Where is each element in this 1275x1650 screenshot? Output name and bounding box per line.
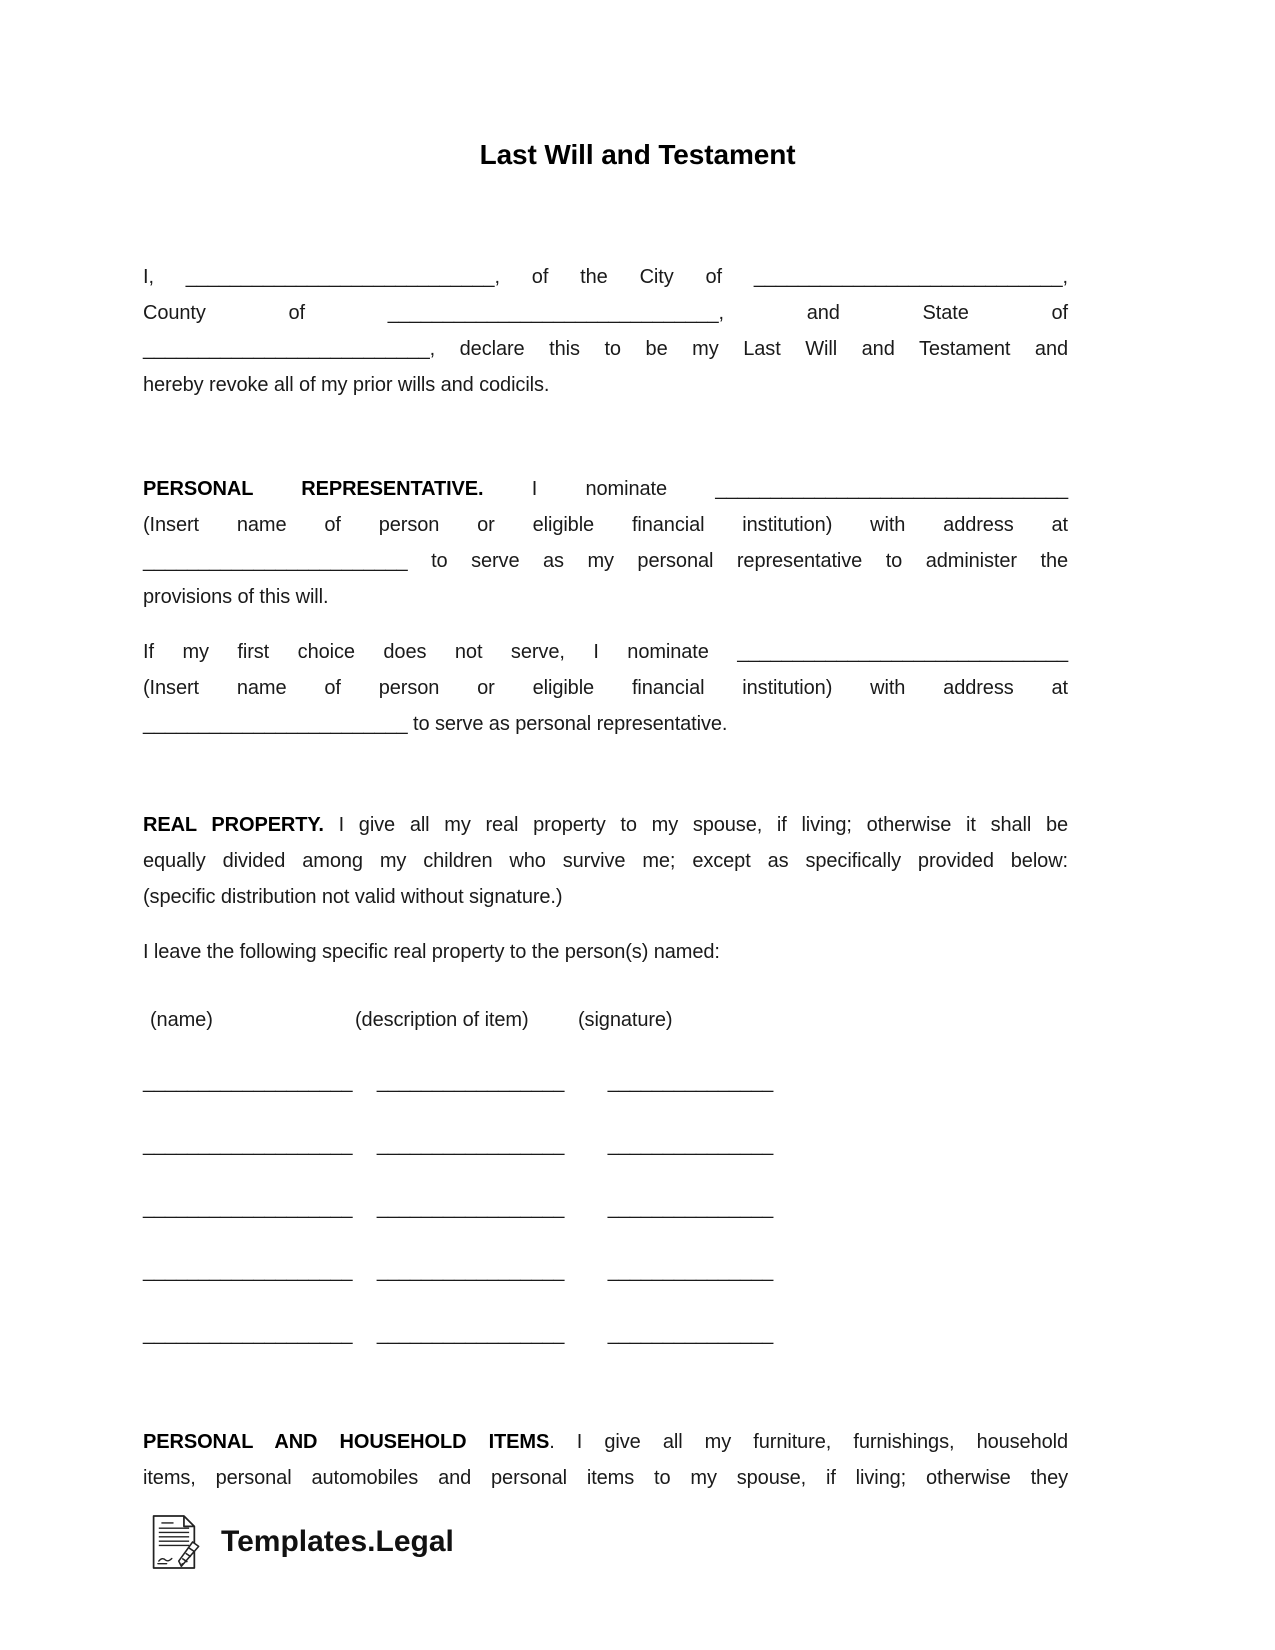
description-blank: _________________	[376, 1134, 565, 1156]
text-line: I, ____________________________, of the City of ____________________________,	[143, 266, 1068, 288]
table-row	[143, 1064, 1068, 1100]
section-heading: PERSONAL REPRESENTATIVE.	[143, 478, 484, 500]
text-line: provisions of this will.	[143, 586, 329, 608]
signature-blank: _______________	[607, 1134, 774, 1156]
brand-name: Templates.Legal	[221, 1525, 454, 1558]
personal-representative-paragraph	[143, 471, 1068, 615]
text-segment: I nominate ________________________________	[483, 478, 1068, 500]
section-heading: PERSONAL AND HOUSEHOLD ITEMS	[143, 1431, 550, 1453]
document-pencil-icon	[151, 1513, 203, 1571]
text-line: County of ______________________________, and State of	[143, 302, 1068, 324]
text-line	[143, 807, 1068, 843]
footer-brand	[143, 1513, 1068, 1571]
table-row	[143, 1127, 1068, 1163]
signature-blank: _______________	[607, 1323, 774, 1345]
text-segment: I give all my real property to my spouse, if living; otherwise it shall be	[323, 814, 1068, 836]
description-blank: _________________	[376, 1071, 565, 1093]
text-line: If my first choice does not serve, I nominate ______________________________	[143, 641, 1068, 663]
opening-paragraph	[143, 259, 1068, 403]
text-line: ________________________ to serve as personal representative.	[143, 713, 728, 735]
signature-blank: _______________	[607, 1071, 774, 1093]
property-table-rows	[143, 1064, 1068, 1352]
text-line: ________________________ to serve as my personal representative to administer the	[143, 550, 1068, 572]
name-blank: ___________________	[143, 1071, 353, 1093]
text-segment: . I give all my furniture, furnishings, household	[549, 1431, 1068, 1453]
page-title: Last Will and Testament	[479, 139, 796, 170]
text-line	[143, 1424, 1068, 1460]
signature-blank: _______________	[607, 1260, 774, 1282]
table-row	[143, 1253, 1068, 1289]
household-items-paragraph	[143, 1424, 1068, 1496]
section-heading: REAL PROPERTY.	[143, 814, 324, 836]
text-line: I leave the following specific real property to the person(s) named:	[143, 941, 720, 963]
column-header-name: (name)	[150, 1009, 213, 1031]
name-blank: ___________________	[143, 1197, 353, 1219]
description-blank: _________________	[376, 1323, 565, 1345]
text-line: (Insert name of person or eligible financial institution) with address at	[143, 514, 1068, 536]
text-line: equally divided among my children who survive me; except as specifically provided below:	[143, 850, 1068, 872]
name-blank: ___________________	[143, 1323, 353, 1345]
table-row	[143, 1190, 1068, 1226]
text-line: hereby revoke all of my prior wills and codicils.	[143, 374, 550, 396]
document-content	[143, 0, 1068, 1571]
column-header-description: (description of item)	[355, 1009, 529, 1031]
property-table-header	[143, 1002, 1068, 1038]
name-blank: ___________________	[143, 1134, 353, 1156]
real-property-paragraph	[143, 807, 1068, 915]
text-line	[143, 471, 1068, 507]
table-row	[143, 1316, 1068, 1352]
description-blank: _________________	[376, 1260, 565, 1282]
signature-blank: _______________	[607, 1197, 774, 1219]
text-line: items, personal automobiles and personal items to my spouse, if living; otherwise they	[143, 1467, 1068, 1489]
text-line: (Insert name of person or eligible financial institution) with address at	[143, 677, 1068, 699]
leave-property-line	[143, 934, 1068, 970]
text-line: __________________________, declare this to be my Last Will and Testament and	[143, 338, 1068, 360]
description-blank: _________________	[376, 1197, 565, 1219]
text-line: (specific distribution not valid without signature.)	[143, 886, 563, 908]
column-header-signature: (signature)	[578, 1009, 673, 1031]
name-blank: ___________________	[143, 1260, 353, 1282]
alternate-representative-paragraph	[143, 634, 1068, 742]
